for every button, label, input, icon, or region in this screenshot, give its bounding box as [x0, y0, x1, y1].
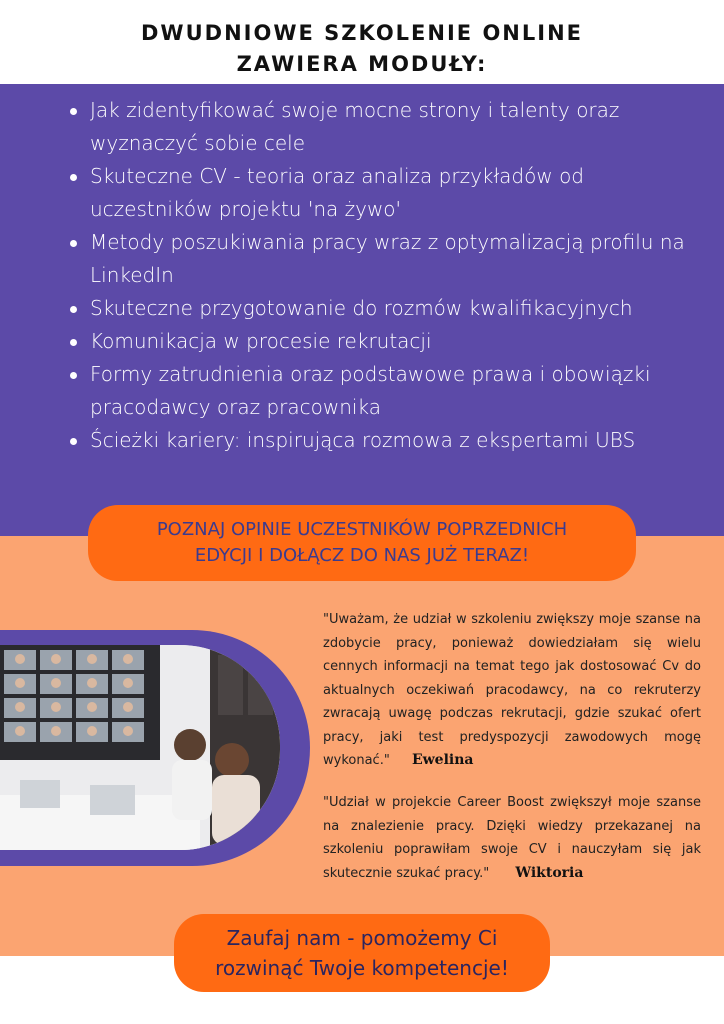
module-item: Ścieżki kariery: inspirująca rozmowa z ekspertami UBS [68, 424, 698, 457]
module-item: Komunikacja w procesie rekrutacji [68, 325, 698, 358]
title-line-2: ZAWIERA MODUŁY: [236, 52, 488, 76]
closing-line-1: Zaufaj nam - pomożemy Ci [226, 926, 498, 950]
module-item: Metody poszukiwania pracy wraz z optymalizacją profilu na LinkedIn [68, 226, 698, 292]
video-meeting-photo [0, 645, 280, 850]
module-item: Skuteczne CV - teoria oraz analiza przykładów od uczestników projektu 'na żywo' [68, 160, 698, 226]
closing-banner [174, 914, 550, 992]
module-item: Formy zatrudnienia oraz podstawowe prawa i obowiązki pracodawcy oraz pracownika [68, 358, 698, 424]
testimonial-author: Ewelina [411, 752, 474, 768]
testimonial-2 [323, 791, 701, 885]
cta-line-1: POZNAJ OPINIE UCZESTNIKÓW POPRZEDNICH [156, 519, 568, 540]
closing-line-2: rozwinąć Twoje kompetencje! [215, 956, 509, 980]
testimonial-author: Wiktoria [515, 864, 584, 881]
module-item: Skuteczne przygotowanie do rozmów kwalifikacyjnych [68, 292, 698, 325]
page-title [0, 0, 724, 80]
modules-list [68, 94, 698, 457]
title-line-1: DWUDNIOWE SZKOLENIE ONLINE [141, 21, 583, 45]
module-item: Jak zidentyfikować swoje mocne strony i talenty oraz wyznaczyć sobie cele [68, 94, 698, 160]
cta-banner [88, 505, 636, 581]
testimonial-text: "Uważam, że udział w szkoleniu zwiększy moje szanse na zdobycie pracy, ponieważ dowiedziałam się wielu cennych informacji na temat tego jak dostosować Cv do aktualnych oczekiwań pracodawcy, na co rekruterzy zwracają uwagę podczas rekrutacji, gdzie szukać ofert pracy, jaki test predyspozycji zawodowych mogę wykonać." [323, 612, 701, 768]
testimonial-text: "Udział w projekcie Career Boost zwiększył moje szanse na znalezienie pracy. Dzięki wiedzy przekazanej na szkoleniu poprawiłam swoje CV i nauczyłam się jak skutecznie szukać pracy." [323, 795, 701, 881]
testimonial-1 [323, 608, 701, 773]
header [0, 0, 724, 84]
cta-line-2: EDYCJI I DOŁĄCZ DO NAS JUŻ TERAZ! [194, 545, 530, 566]
